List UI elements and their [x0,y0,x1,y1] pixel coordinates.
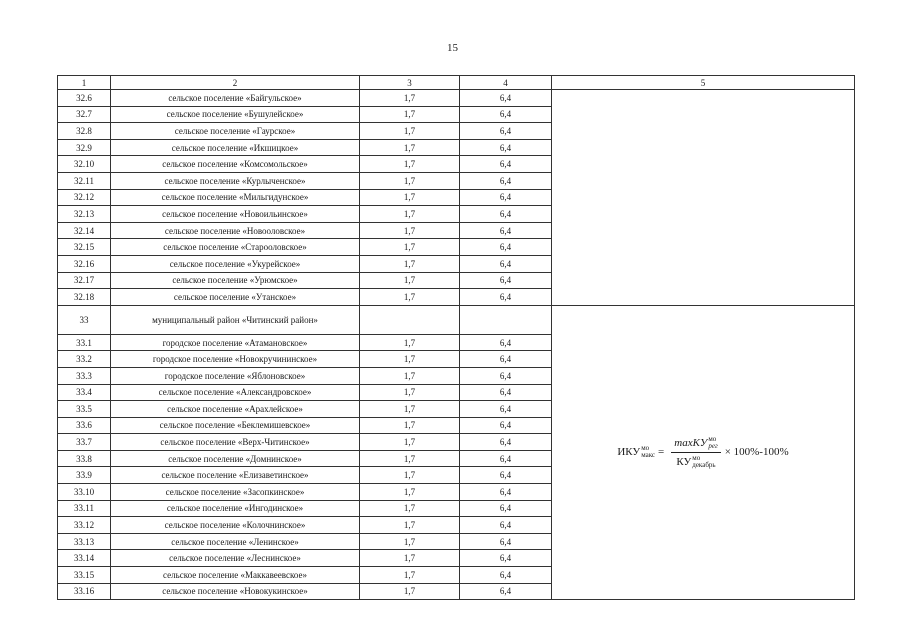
col-3-value-cell: 1,7 [360,272,460,289]
col-4-value-cell: 6,4 [460,289,552,306]
row-number-cell: 33.2 [58,351,111,368]
col-3-value-cell: 1,7 [360,156,460,173]
tariff-table [57,75,855,600]
col-4-value-cell: 6,4 [460,206,552,223]
col-4-value-cell: 6,4 [460,450,552,467]
col-4-value-cell: 6,4 [460,567,552,584]
settlement-name-cell: сельское поселение «Арахлейское» [111,401,360,418]
row-number-cell: 33.1 [58,334,111,351]
settlement-name-cell: сельское поселение «Икшицкое» [111,139,360,156]
col-3-value-cell: 1,7 [360,106,460,123]
row-number-cell: 32.9 [58,139,111,156]
col-3-value-cell: 1,7 [360,90,460,107]
page-number: 15 [447,42,458,54]
row-number-cell: 32.10 [58,156,111,173]
row-number-cell: 32.6 [58,90,111,107]
settlement-name-cell: сельское поселение «Ленинское» [111,533,360,550]
col-4-value-cell: 6,4 [460,239,552,256]
formula-den-sup: мо [692,453,701,462]
settlement-name-cell: сельское поселение «Александровское» [111,384,360,401]
settlement-name-cell: сельское поселение «Байгульское» [111,90,360,107]
col-4-value-cell: 6,4 [460,172,552,189]
col-4-value-cell: 6,4 [460,417,552,434]
row-number-cell: 32.15 [58,239,111,256]
formula [617,436,788,469]
col-3-value-cell: 1,7 [360,517,460,534]
formula-tail: × 100%-100% [724,446,789,459]
col-3-value-cell: 1,7 [360,450,460,467]
settlement-name-cell: сельское поселение «Укурейское» [111,255,360,272]
col-3-value-cell: 1,7 [360,123,460,140]
col-4-value-cell: 6,4 [460,367,552,384]
settlement-name-cell: городское поселение «Атамановское» [111,334,360,351]
col-4-value-cell: 6,4 [460,384,552,401]
col-5-merged-blank-cell [552,90,855,306]
settlement-name-cell: сельское поселение «Ингодинское» [111,500,360,517]
col-4-value-cell: 6,4 [460,434,552,451]
row-number-cell: 33 [58,305,111,334]
header-col-4: 4 [460,76,552,90]
settlement-name-cell: сельское поселение «Старооловское» [111,239,360,256]
col-4-value-cell: 6,4 [460,222,552,239]
settlement-name-cell: сельское поселение «Гаурское» [111,123,360,140]
row-number-cell: 32.13 [58,206,111,223]
row-number-cell: 33.6 [58,417,111,434]
settlement-name-cell: сельское поселение «Новокукинское» [111,583,360,600]
row-number-cell: 32.16 [58,255,111,272]
col-3-value-cell: 1,7 [360,351,460,368]
col-4-value-cell: 6,4 [460,351,552,368]
row-number-cell: 33.14 [58,550,111,567]
formula-den-sub: декабрь [692,460,716,469]
col-4-value-cell: 6,4 [460,484,552,501]
col-4-value-cell: 6,4 [460,139,552,156]
header-col-1: 1 [58,76,111,90]
settlement-name-cell: сельское поселение «Курлыченское» [111,172,360,189]
col-3-value-cell: 1,7 [360,206,460,223]
settlement-name-cell: сельское поселение «Мильгидунское» [111,189,360,206]
col-3-value-cell: 1,7 [360,434,460,451]
row-number-cell: 32.18 [58,289,111,306]
row-number-cell: 33.4 [58,384,111,401]
settlement-name-cell: сельское поселение «Засопкинское» [111,484,360,501]
settlement-name-cell: сельское поселение «Бушулейское» [111,106,360,123]
formula-lhs: ИКУ [617,446,641,459]
row-number-cell: 33.9 [58,467,111,484]
district-row [58,305,855,334]
settlement-name-cell: сельское поселение «Леснинское» [111,550,360,567]
col-3-value-cell: 1,7 [360,467,460,484]
settlement-name-cell: сельское поселение «Маккавеевское» [111,567,360,584]
row-number-cell: 32.14 [58,222,111,239]
settlement-name-cell: сельское поселение «Колочнинское» [111,517,360,534]
col-3-value-cell: 1,7 [360,255,460,272]
settlement-name-cell: сельское поселение «Новооловское» [111,222,360,239]
formula-num-sup: мо [708,434,717,443]
row-number-cell: 33.13 [58,533,111,550]
col-4-value-cell: 6,4 [460,123,552,140]
col-4-value-cell: 6,4 [460,550,552,567]
row-number-cell: 33.5 [58,401,111,418]
col-4-value-cell: 6,4 [460,90,552,107]
col-4-value-cell: 6,4 [460,156,552,173]
col-3-value-cell: 1,7 [360,533,460,550]
settlement-name-cell: городское поселение «Новокручининское» [111,351,360,368]
header-col-2: 2 [111,76,360,90]
col-3-value-cell: 1,7 [360,583,460,600]
col-4-value-cell: 6,4 [460,334,552,351]
col-4-value-cell: 6,4 [460,500,552,517]
row-number-cell: 33.15 [58,567,111,584]
settlement-name-cell: городское поселение «Яблоновское» [111,367,360,384]
row-number-cell: 33.16 [58,583,111,600]
col-3-value-cell: 1,7 [360,139,460,156]
col-3-value-cell [360,305,460,334]
col-3-value-cell: 1,7 [360,289,460,306]
settlement-name-cell: сельское поселение «Беклемишевское» [111,417,360,434]
settlement-name-cell: сельское поселение «Утанское» [111,289,360,306]
row-number-cell: 32.8 [58,123,111,140]
settlement-name-cell: сельское поселение «Урюмское» [111,272,360,289]
col-4-value-cell: 6,4 [460,189,552,206]
col-3-value-cell: 1,7 [360,239,460,256]
formula-numerator: maxKУ [674,436,708,449]
header-col-5: 5 [552,76,855,90]
row-number-cell: 33.11 [58,500,111,517]
col-3-value-cell: 1,7 [360,334,460,351]
formula-num-sub: рег [708,441,718,450]
settlement-name-cell: сельское поселение «Елизаветинское» [111,467,360,484]
row-number-cell: 32.7 [58,106,111,123]
formula-denominator: КУ [676,455,692,468]
col-3-value-cell: 1,7 [360,367,460,384]
table-row [58,90,855,107]
settlement-name-cell: сельское поселение «Новоильинское» [111,206,360,223]
settlement-name-cell: муниципальный район «Читинский район» [111,305,360,334]
row-number-cell: 32.17 [58,272,111,289]
col-3-value-cell: 1,7 [360,384,460,401]
formula-lhs-sub: макс [641,451,656,460]
row-number-cell: 33.7 [58,434,111,451]
col-3-value-cell: 1,7 [360,417,460,434]
settlement-name-cell: сельское поселение «Верх-Читинское» [111,434,360,451]
col-4-value-cell: 6,4 [460,401,552,418]
col-5-formula-cell [552,305,855,600]
row-number-cell: 33.8 [58,450,111,467]
row-number-cell: 32.12 [58,189,111,206]
table-body [58,76,855,600]
header-col-3: 3 [360,76,460,90]
col-4-value-cell: 6,4 [460,533,552,550]
col-3-value-cell: 1,7 [360,172,460,189]
col-3-value-cell: 1,7 [360,189,460,206]
row-number-cell: 33.3 [58,367,111,384]
col-4-value-cell: 6,4 [460,583,552,600]
formula-eq: = [658,446,665,459]
col-3-value-cell: 1,7 [360,500,460,517]
col-4-value-cell: 6,4 [460,255,552,272]
col-4-value-cell: 6,4 [460,517,552,534]
header-row [58,76,855,90]
col-3-value-cell: 1,7 [360,550,460,567]
col-3-value-cell: 1,7 [360,222,460,239]
row-number-cell: 32.11 [58,172,111,189]
row-number-cell: 33.12 [58,517,111,534]
formula-lhs-sup: мо [641,444,650,453]
col-4-value-cell: 6,4 [460,272,552,289]
col-3-value-cell: 1,7 [360,484,460,501]
col-4-value-cell: 6,4 [460,106,552,123]
settlement-name-cell: сельское поселение «Домнинское» [111,450,360,467]
settlement-name-cell: сельское поселение «Комсомольское» [111,156,360,173]
col-3-value-cell: 1,7 [360,567,460,584]
col-4-value-cell [460,305,552,334]
col-4-value-cell: 6,4 [460,467,552,484]
row-number-cell: 33.10 [58,484,111,501]
col-3-value-cell: 1,7 [360,401,460,418]
